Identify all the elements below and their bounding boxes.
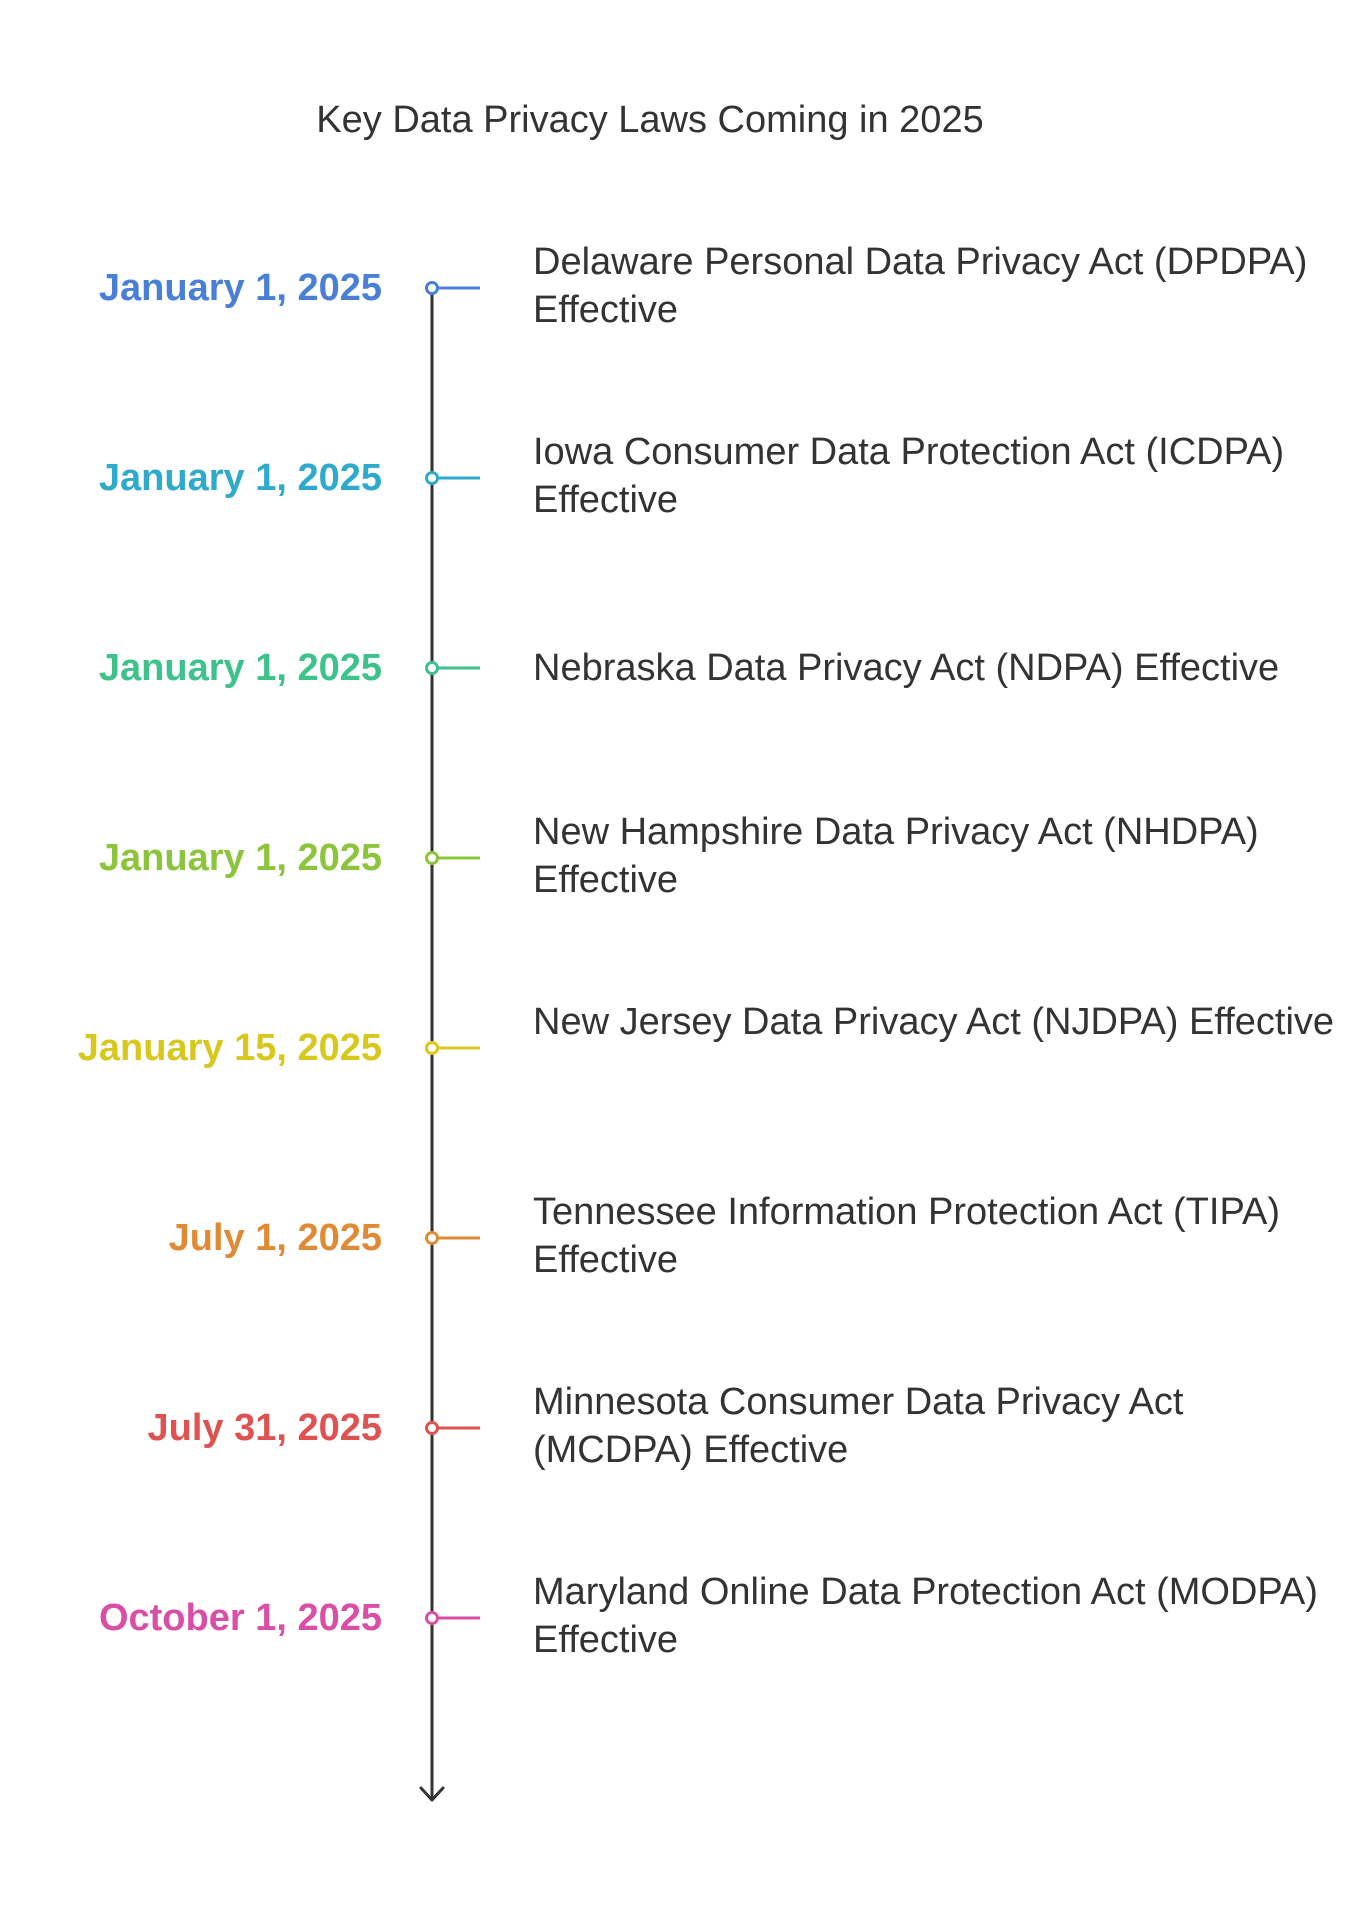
event-marker-icon xyxy=(427,1423,438,1434)
event-date: October 1, 2025 xyxy=(98,1597,382,1639)
event-description: Delaware Personal Data Privacy Act (DPDPA) Effective xyxy=(533,241,1308,331)
event-description: New Jersey Data Privacy Act (NJDPA) Effective xyxy=(533,1001,1335,1043)
event-marker-icon xyxy=(427,853,438,864)
event-date: January 1, 2025 xyxy=(98,457,382,499)
event-marker-icon xyxy=(427,283,438,294)
event-description: Nebraska Data Privacy Act (NDPA) Effective xyxy=(533,647,1280,689)
event-date: January 1, 2025 xyxy=(98,267,382,309)
event-date: July 1, 2025 xyxy=(168,1217,382,1259)
event-description: Minnesota Consumer Data Privacy Act (MCDPA) Effective xyxy=(533,1381,1184,1471)
event-date: January 1, 2025 xyxy=(98,647,382,689)
event-date: January 15, 2025 xyxy=(77,1027,382,1069)
event-marker-icon xyxy=(427,473,438,484)
event-marker-icon xyxy=(427,1043,438,1054)
event-date: July 31, 2025 xyxy=(147,1407,382,1449)
event-marker-icon xyxy=(427,1613,438,1624)
event-description: Maryland Online Data Protection Act (MODPA) Effective xyxy=(533,1571,1318,1661)
diagram-title: Key Data Privacy Laws Coming in 2025 xyxy=(316,99,984,141)
event-description: New Hampshire Data Privacy Act (NHDPA) Effective xyxy=(533,811,1259,901)
event-marker-icon xyxy=(427,663,438,674)
event-marker-icon xyxy=(427,1233,438,1244)
event-description: Tennessee Information Protection Act (TIPA) Effective xyxy=(533,1191,1280,1281)
event-date: January 1, 2025 xyxy=(98,837,382,879)
event-description: Iowa Consumer Data Protection Act (ICDPA) Effective xyxy=(533,431,1285,521)
